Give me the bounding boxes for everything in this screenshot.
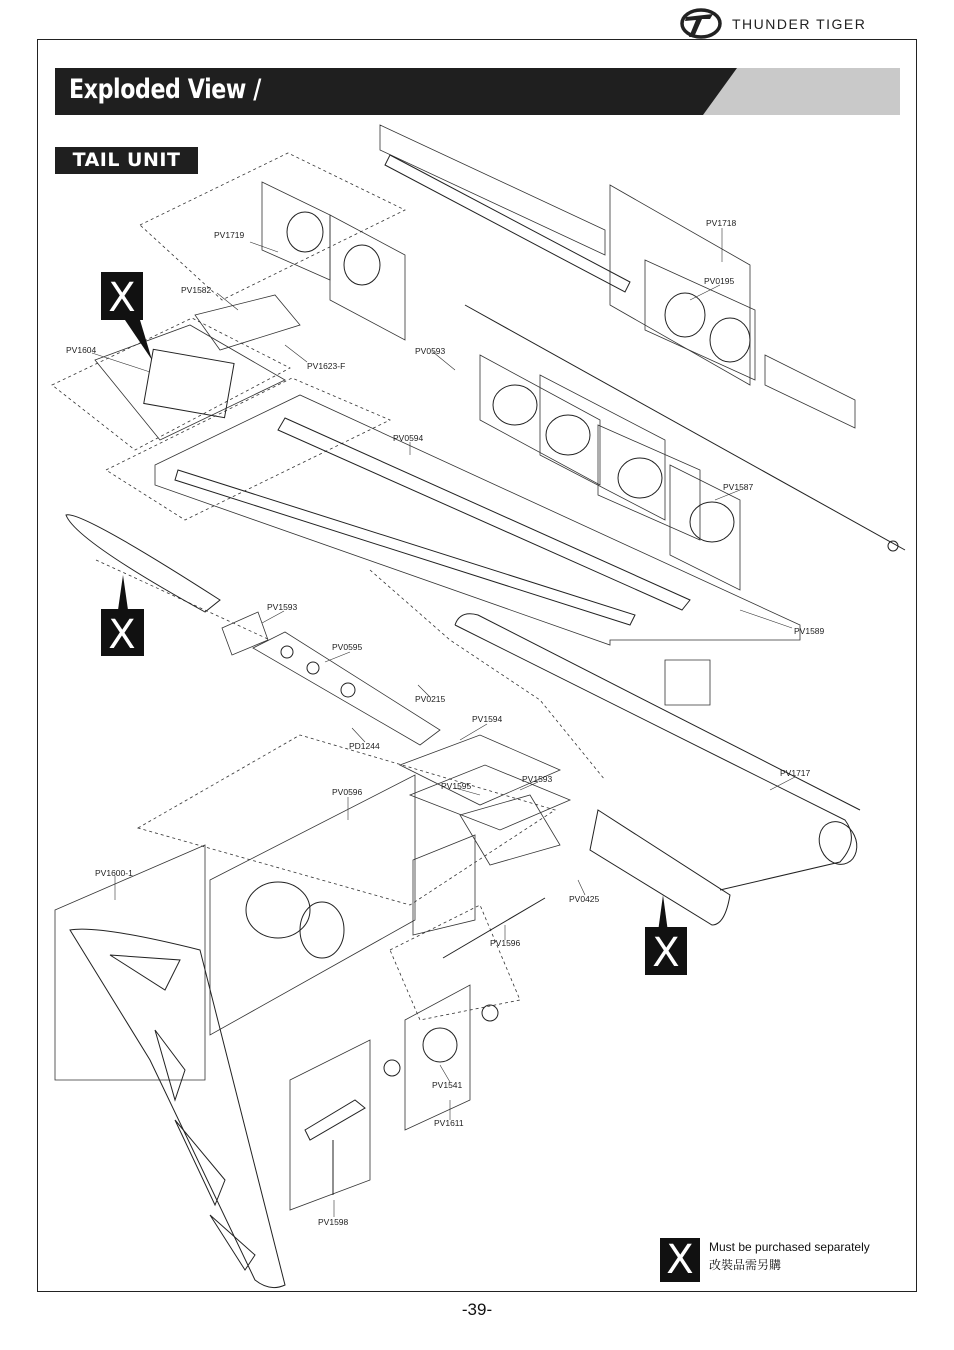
- page-number: -39-: [461, 1300, 493, 1319]
- part-label: PV1595: [441, 781, 472, 791]
- page-title: Exploded View /: [69, 74, 261, 105]
- part-label: PV1717: [780, 768, 811, 778]
- separate-marker: X: [652, 930, 680, 976]
- separate-marker: X: [108, 275, 136, 321]
- part-label: PV0595: [332, 642, 363, 652]
- part-label: PV1582: [181, 285, 212, 295]
- part-label: PV1593: [267, 602, 298, 612]
- part-label: PV1594: [472, 714, 503, 724]
- part-label: PV1600-1: [95, 868, 133, 878]
- separate-marker: X: [108, 612, 136, 658]
- part-label: PV1611: [434, 1118, 464, 1128]
- part-label: PV1541: [432, 1080, 463, 1090]
- part-label: PV0596: [332, 787, 363, 797]
- part-label: PV1598: [318, 1217, 349, 1227]
- part-label: PV1593: [522, 774, 553, 784]
- part-label: PV0425: [569, 894, 600, 904]
- part-label: PV0215: [415, 694, 446, 704]
- assembly-outlines: [52, 125, 855, 1210]
- part-label: PV1587: [723, 482, 754, 492]
- part-label: PV1719: [214, 230, 245, 240]
- part-label: PV0593: [415, 346, 446, 356]
- part-label: PV1604: [66, 345, 97, 355]
- part-label: PV1589: [794, 626, 825, 636]
- legend-text-english: Must be purchased separately: [709, 1240, 870, 1254]
- separate-purchase-markers: [101, 272, 687, 976]
- section-title: TAIL UNIT: [55, 147, 198, 174]
- part-label: PV0594: [393, 433, 424, 443]
- legend-text-chinese: 改裝品需另購: [709, 1258, 782, 1272]
- part-labels: [66, 218, 825, 1227]
- legend-x-mark: X: [660, 1238, 700, 1282]
- part-label: PV1718: [706, 218, 737, 228]
- part-label: PV1623-F: [307, 361, 346, 371]
- part-label: PV0195: [704, 276, 735, 286]
- part-label: PV1596: [490, 938, 521, 948]
- part-label: PD1244: [349, 741, 380, 751]
- legend: [660, 1238, 900, 1282]
- brand-name: THUNDER TIGER: [732, 16, 867, 32]
